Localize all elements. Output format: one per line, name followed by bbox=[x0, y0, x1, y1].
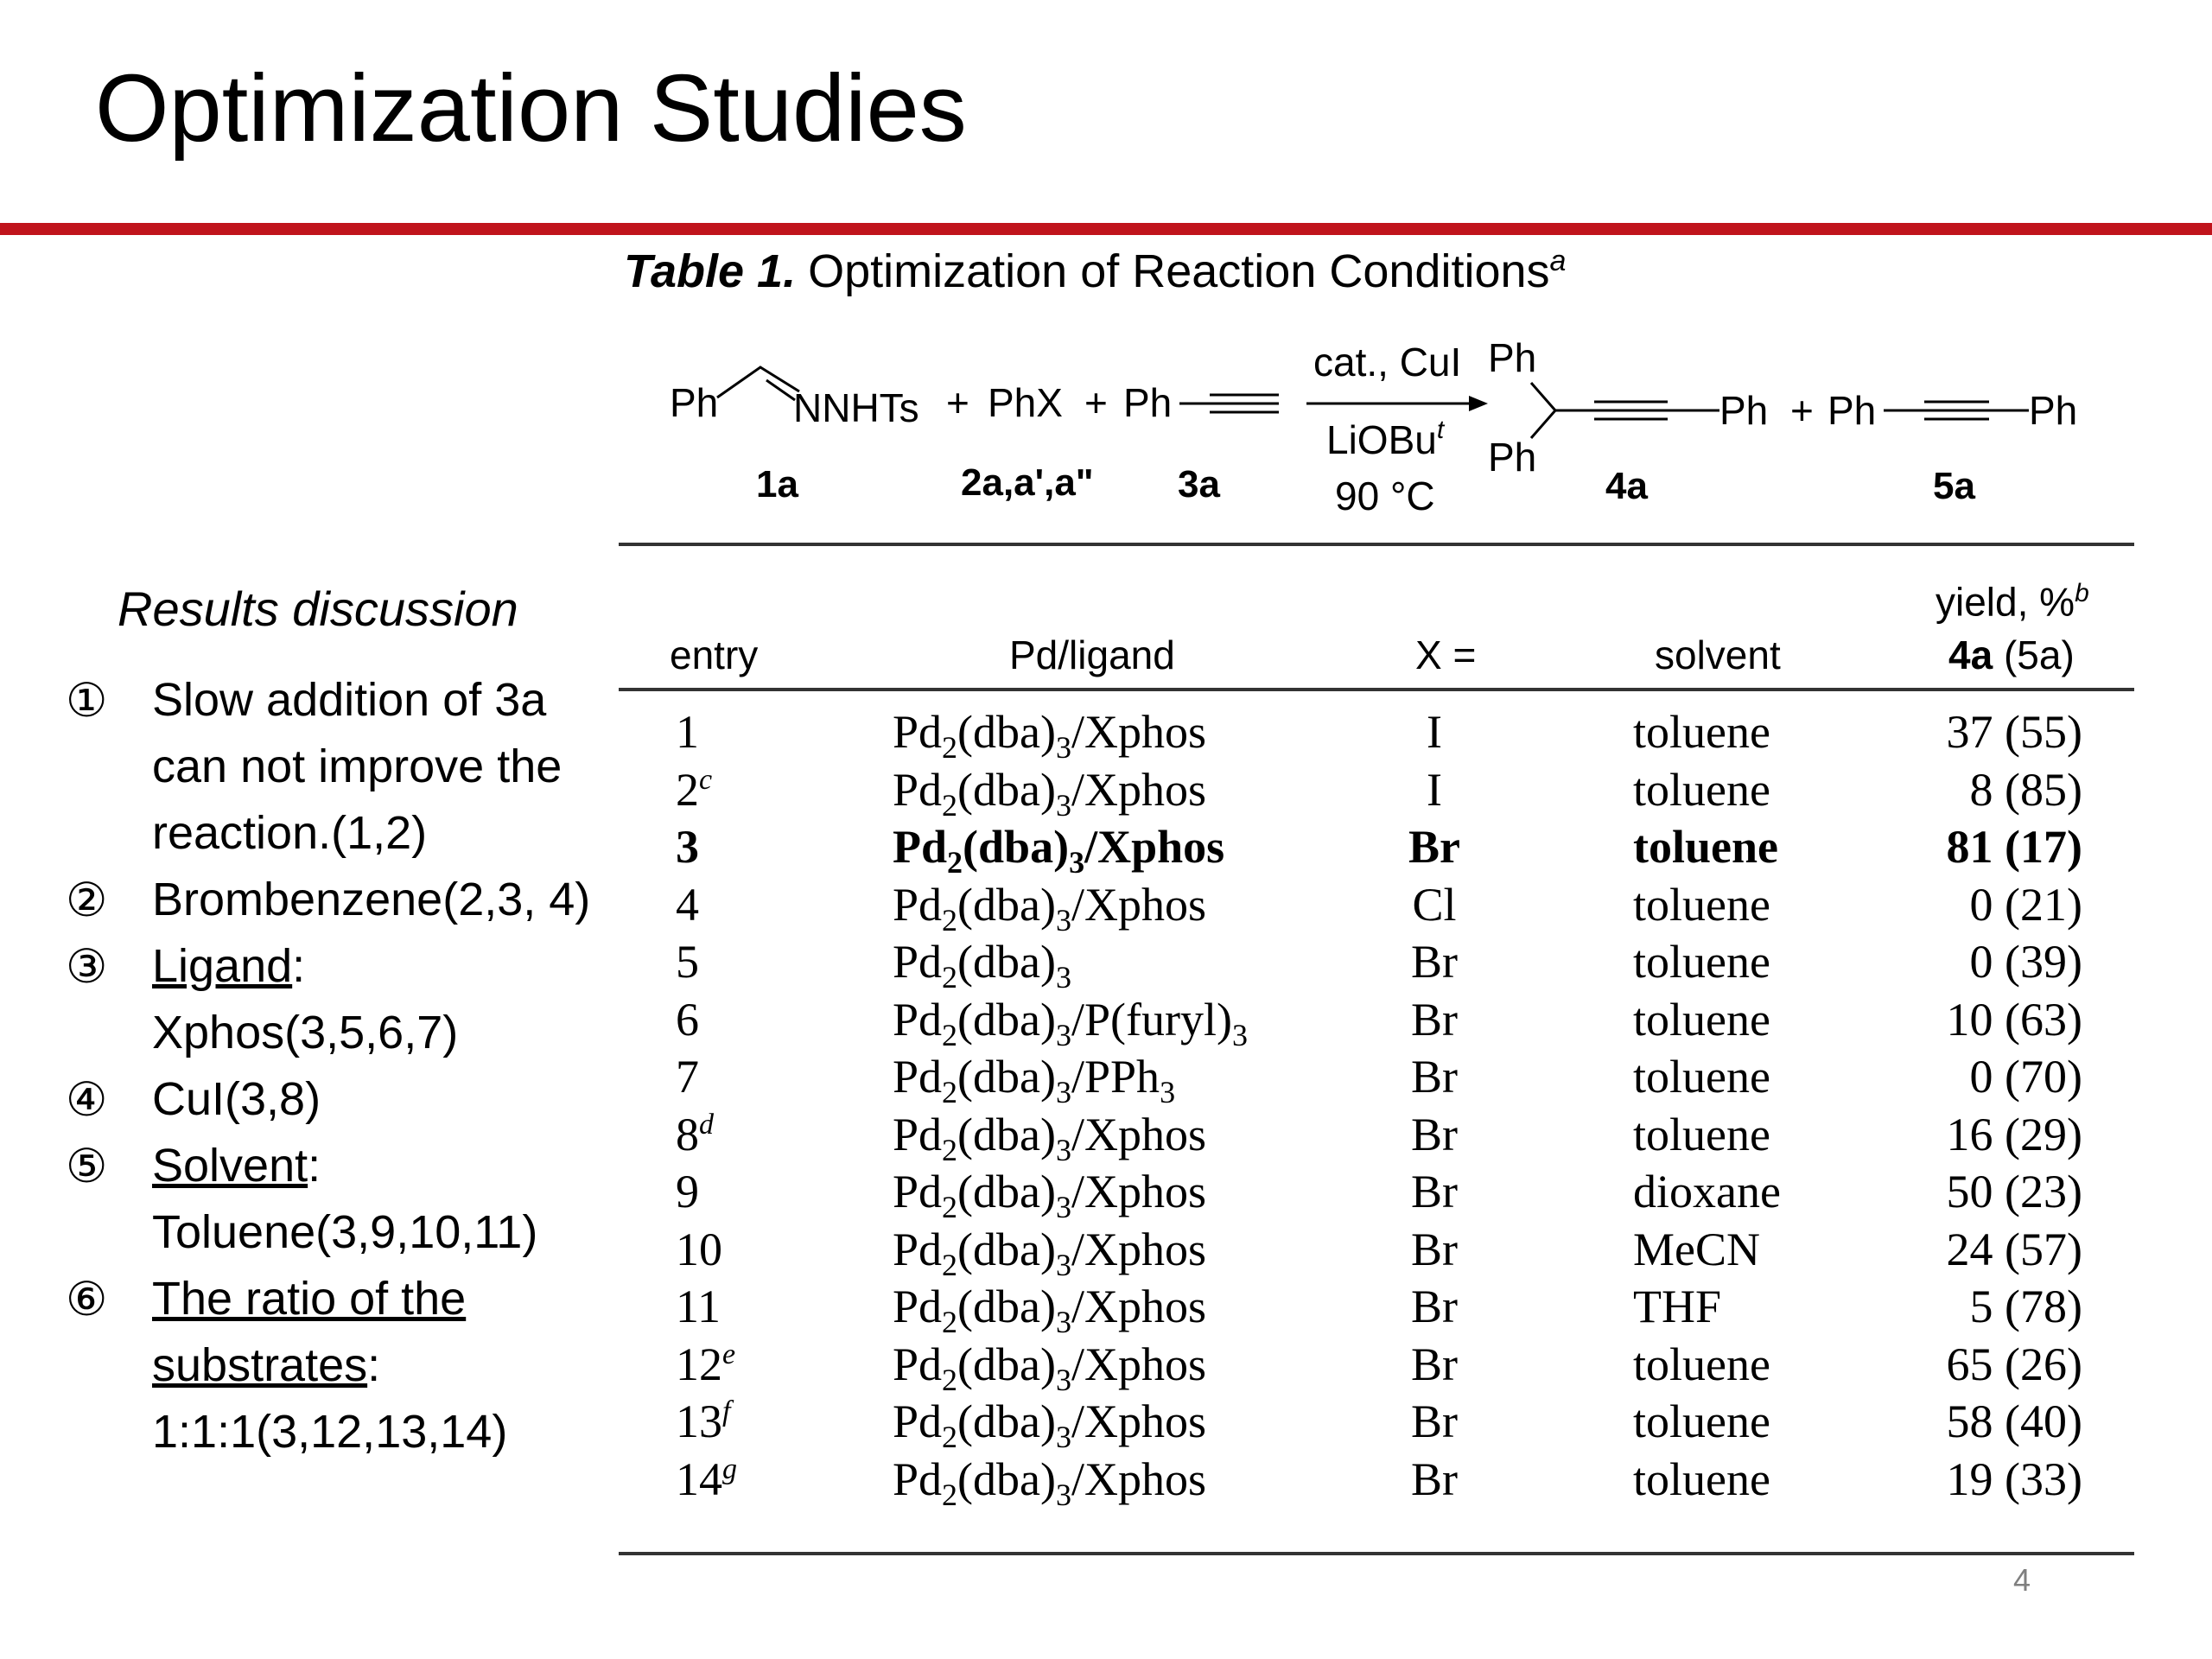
discussion-item bbox=[66, 1266, 601, 1465]
cell-solvent: toluene bbox=[1633, 878, 1770, 931]
cell-solvent: THF bbox=[1633, 1281, 1722, 1332]
cell-entry: 3 bbox=[676, 821, 699, 873]
scheme-4a-ph-bottom: Ph bbox=[1488, 435, 1537, 480]
cell-ligand: $Pd_2(dba)_3$/Xphos bbox=[893, 1338, 1206, 1397]
cell-entry: 13$^f$ bbox=[676, 1395, 731, 1447]
reaction-scheme bbox=[605, 333, 2160, 540]
cell-solvent: MeCN bbox=[1633, 1223, 1760, 1275]
cell-entry: 5 bbox=[676, 936, 699, 988]
discussion-topic: The ratio of the substrates bbox=[152, 1273, 467, 1391]
cell-solvent: toluene bbox=[1633, 936, 1770, 988]
cell-yield: 0 (39) bbox=[1969, 936, 2082, 988]
cell-yield: 10 (63) bbox=[1946, 993, 2082, 1046]
column-header-solvent: solvent bbox=[1655, 632, 1781, 677]
cell-x: Br bbox=[1411, 1452, 1458, 1505]
cell-yield: 0 (21) bbox=[1969, 878, 2082, 931]
discussion-item bbox=[66, 933, 601, 1066]
cell-ligand: $Pd_2(dba)_3$/Xphos bbox=[893, 1166, 1206, 1224]
discussion-text: : Toluene(3,9,10,11) bbox=[152, 1140, 538, 1258]
scheme-arrow-head bbox=[1469, 396, 1488, 411]
cell-yield: 58 (40) bbox=[1946, 1395, 2082, 1447]
cell-x: Br bbox=[1411, 1166, 1458, 1217]
scheme-4a-ph-right: Ph bbox=[1719, 388, 1769, 433]
slide-title: Optimization Studies bbox=[95, 55, 967, 162]
cell-yield: 0 (70) bbox=[1969, 1051, 2082, 1103]
cell-ligand: $Pd_2(dba)_3$/Xphos bbox=[893, 878, 1206, 938]
cell-entry: 10 bbox=[676, 1223, 722, 1275]
cell-x: I bbox=[1427, 763, 1442, 816]
scheme-plus-3: + bbox=[1790, 388, 1814, 433]
cell-solvent: toluene bbox=[1633, 993, 1770, 1046]
scheme-label-4a: 4a bbox=[1605, 465, 1648, 507]
discussion-item bbox=[66, 667, 601, 867]
discussion-text: CuI(3,8) bbox=[152, 1073, 321, 1125]
cell-ligand: $Pd_2(dba)_3$/Xphos bbox=[893, 1452, 1206, 1512]
scheme-reagent-top: cat., CuI bbox=[1313, 340, 1462, 385]
cell-solvent: toluene bbox=[1633, 1395, 1770, 1447]
cell-entry: 9 bbox=[676, 1166, 699, 1217]
discussion-marker: ③ bbox=[66, 939, 108, 994]
cell-entry: 14$^g$ bbox=[676, 1452, 737, 1505]
discussion-marker: ⑥ bbox=[66, 1272, 108, 1326]
cell-x: I bbox=[1427, 706, 1442, 758]
cell-x: Cl bbox=[1412, 878, 1457, 931]
scheme-reagent-bottom: LiOBu$^t$ bbox=[1326, 416, 1445, 462]
scheme-temperature: 90 °C bbox=[1335, 474, 1435, 518]
cell-entry: 11 bbox=[676, 1281, 721, 1332]
scheme-plus-2: + bbox=[1084, 380, 1108, 425]
cell-ligand: $Pd_2(dba)_3$/Xphos bbox=[893, 1223, 1206, 1282]
cell-ligand: $Pd_2(dba)_3$/Xphos bbox=[893, 1108, 1206, 1167]
page-number: 4 bbox=[2013, 1562, 2031, 1598]
cell-x: Br bbox=[1411, 993, 1458, 1046]
discussion-text: : Xphos(3,5,6,7) bbox=[152, 940, 459, 1058]
scheme-4a-ph-top: Ph bbox=[1488, 335, 1537, 380]
title-divider bbox=[0, 223, 2212, 235]
cell-x: Br bbox=[1411, 1281, 1458, 1332]
cell-yield: 65 (26) bbox=[1946, 1338, 2082, 1390]
scheme-plus-1: + bbox=[946, 380, 969, 425]
scheme-label-1a: 1a bbox=[756, 463, 798, 505]
cell-entry: 7 bbox=[676, 1051, 699, 1103]
cell-x: Br bbox=[1411, 1338, 1458, 1390]
cell-entry: 2$^c$ bbox=[676, 763, 713, 816]
cell-entry: 4 bbox=[676, 878, 699, 931]
cell-yield: 5 (78) bbox=[1969, 1281, 2082, 1332]
cell-x: Br bbox=[1411, 1051, 1458, 1103]
cell-ligand: $Pd_2(dba)_3$/Xphos bbox=[893, 706, 1206, 765]
table-caption-text: Optimization of Reaction Conditions bbox=[808, 245, 1550, 297]
cell-ligand: $Pd_2(dba)_3$/Xphos bbox=[893, 821, 1225, 880]
scheme-4a-bonds bbox=[1531, 383, 1555, 438]
discussion-heading: Results discussion bbox=[118, 582, 518, 636]
cell-x: Br bbox=[1408, 821, 1460, 873]
cell-entry: 1 bbox=[676, 706, 699, 758]
table-caption bbox=[624, 244, 1566, 300]
scheme-label-3a: 3a bbox=[1178, 463, 1220, 505]
discussion-marker: ② bbox=[66, 873, 108, 927]
column-header-yield: yield, %$^b$ bbox=[1936, 579, 2089, 625]
scheme-ph-1: Ph bbox=[670, 380, 719, 425]
cell-x: Br bbox=[1411, 1223, 1458, 1275]
cell-entry: 8$^d$ bbox=[676, 1108, 714, 1160]
scheme-label-5a: 5a bbox=[1933, 465, 1975, 507]
cell-solvent: toluene bbox=[1633, 1108, 1770, 1160]
cell-ligand: $Pd_2(dba)_3$ bbox=[893, 936, 1071, 995]
discussion-topic: Ligand bbox=[152, 940, 293, 992]
scheme-5a-ph-right: Ph bbox=[2029, 388, 2078, 433]
cell-solvent: toluene bbox=[1633, 1051, 1770, 1103]
scheme-nnhts: NNHTs bbox=[793, 385, 919, 430]
discussion-item bbox=[66, 1066, 601, 1133]
discussion-text: : 1:1:1(3,12,13,14) bbox=[152, 1339, 508, 1458]
discussion-text: Slow addition of 3a can not improve the reaction.(1,2) bbox=[152, 674, 563, 859]
cell-ligand: $Pd_2(dba)_3$/Xphos bbox=[893, 1395, 1206, 1454]
cell-yield: 19 (33) bbox=[1946, 1452, 2082, 1505]
cell-solvent: toluene bbox=[1633, 821, 1778, 873]
column-header-yield-compounds: 4a (5a) bbox=[1948, 632, 2075, 677]
table-caption-lead: Table 1. bbox=[624, 245, 797, 297]
table-rule-top bbox=[619, 543, 2134, 546]
cell-entry: 6 bbox=[676, 993, 699, 1046]
column-header-x: X = bbox=[1415, 632, 1477, 677]
table-rule-header bbox=[619, 688, 2134, 691]
scheme-label-2a: 2a,a',a" bbox=[961, 461, 1094, 504]
scheme-5a-ph-left: Ph bbox=[1827, 388, 1877, 433]
cell-yield: 50 (23) bbox=[1946, 1166, 2082, 1217]
discussion-item bbox=[66, 867, 601, 933]
column-header-ligand: Pd/ligand bbox=[1009, 632, 1175, 677]
scheme-1a-double-bond bbox=[766, 380, 795, 400]
cell-solvent: toluene bbox=[1633, 1338, 1770, 1390]
cell-x: Br bbox=[1411, 1395, 1458, 1447]
cell-ligand: $Pd_2(dba)_3$/Xphos bbox=[893, 763, 1206, 823]
discussion-item bbox=[66, 1133, 601, 1266]
cell-solvent: dioxane bbox=[1633, 1166, 1781, 1217]
cell-ligand: $Pd_2(dba)_3$/Xphos bbox=[893, 1281, 1206, 1339]
column-header-entry: entry bbox=[670, 632, 759, 677]
table-rule-bottom bbox=[619, 1552, 2134, 1555]
discussion-topic: Solvent bbox=[152, 1140, 308, 1192]
cell-yield: 16 (29) bbox=[1946, 1108, 2082, 1160]
scheme-phx: PhX bbox=[988, 380, 1063, 425]
cell-yield: 24 (57) bbox=[1946, 1223, 2082, 1275]
cell-ligand: $Pd_2(dba)_3/P(furyl)_3$ bbox=[893, 993, 1248, 1052]
scheme-ph-3a: Ph bbox=[1123, 380, 1173, 425]
table-caption-footnote: a bbox=[1549, 245, 1567, 277]
cell-yield: 81 (17) bbox=[1946, 821, 2082, 873]
discussion-marker: ① bbox=[66, 673, 108, 728]
discussion-marker: ⑤ bbox=[66, 1139, 108, 1193]
cell-solvent: toluene bbox=[1633, 1452, 1770, 1505]
discussion-marker: ④ bbox=[66, 1072, 108, 1127]
cell-x: Br bbox=[1411, 936, 1458, 988]
cell-solvent: toluene bbox=[1633, 763, 1770, 816]
cell-x: Br bbox=[1411, 1108, 1458, 1160]
cell-ligand: $Pd_2(dba)_3/PPh_3$ bbox=[893, 1051, 1176, 1109]
cell-solvent: toluene bbox=[1633, 706, 1770, 758]
discussion-text: Brombenzene(2,3, 4) bbox=[152, 874, 591, 925]
cell-yield: 37 (55) bbox=[1946, 706, 2082, 758]
discussion-list bbox=[66, 667, 601, 1465]
cell-entry: 12e bbox=[676, 1338, 736, 1390]
cell-yield: 8 (85) bbox=[1969, 763, 2082, 816]
